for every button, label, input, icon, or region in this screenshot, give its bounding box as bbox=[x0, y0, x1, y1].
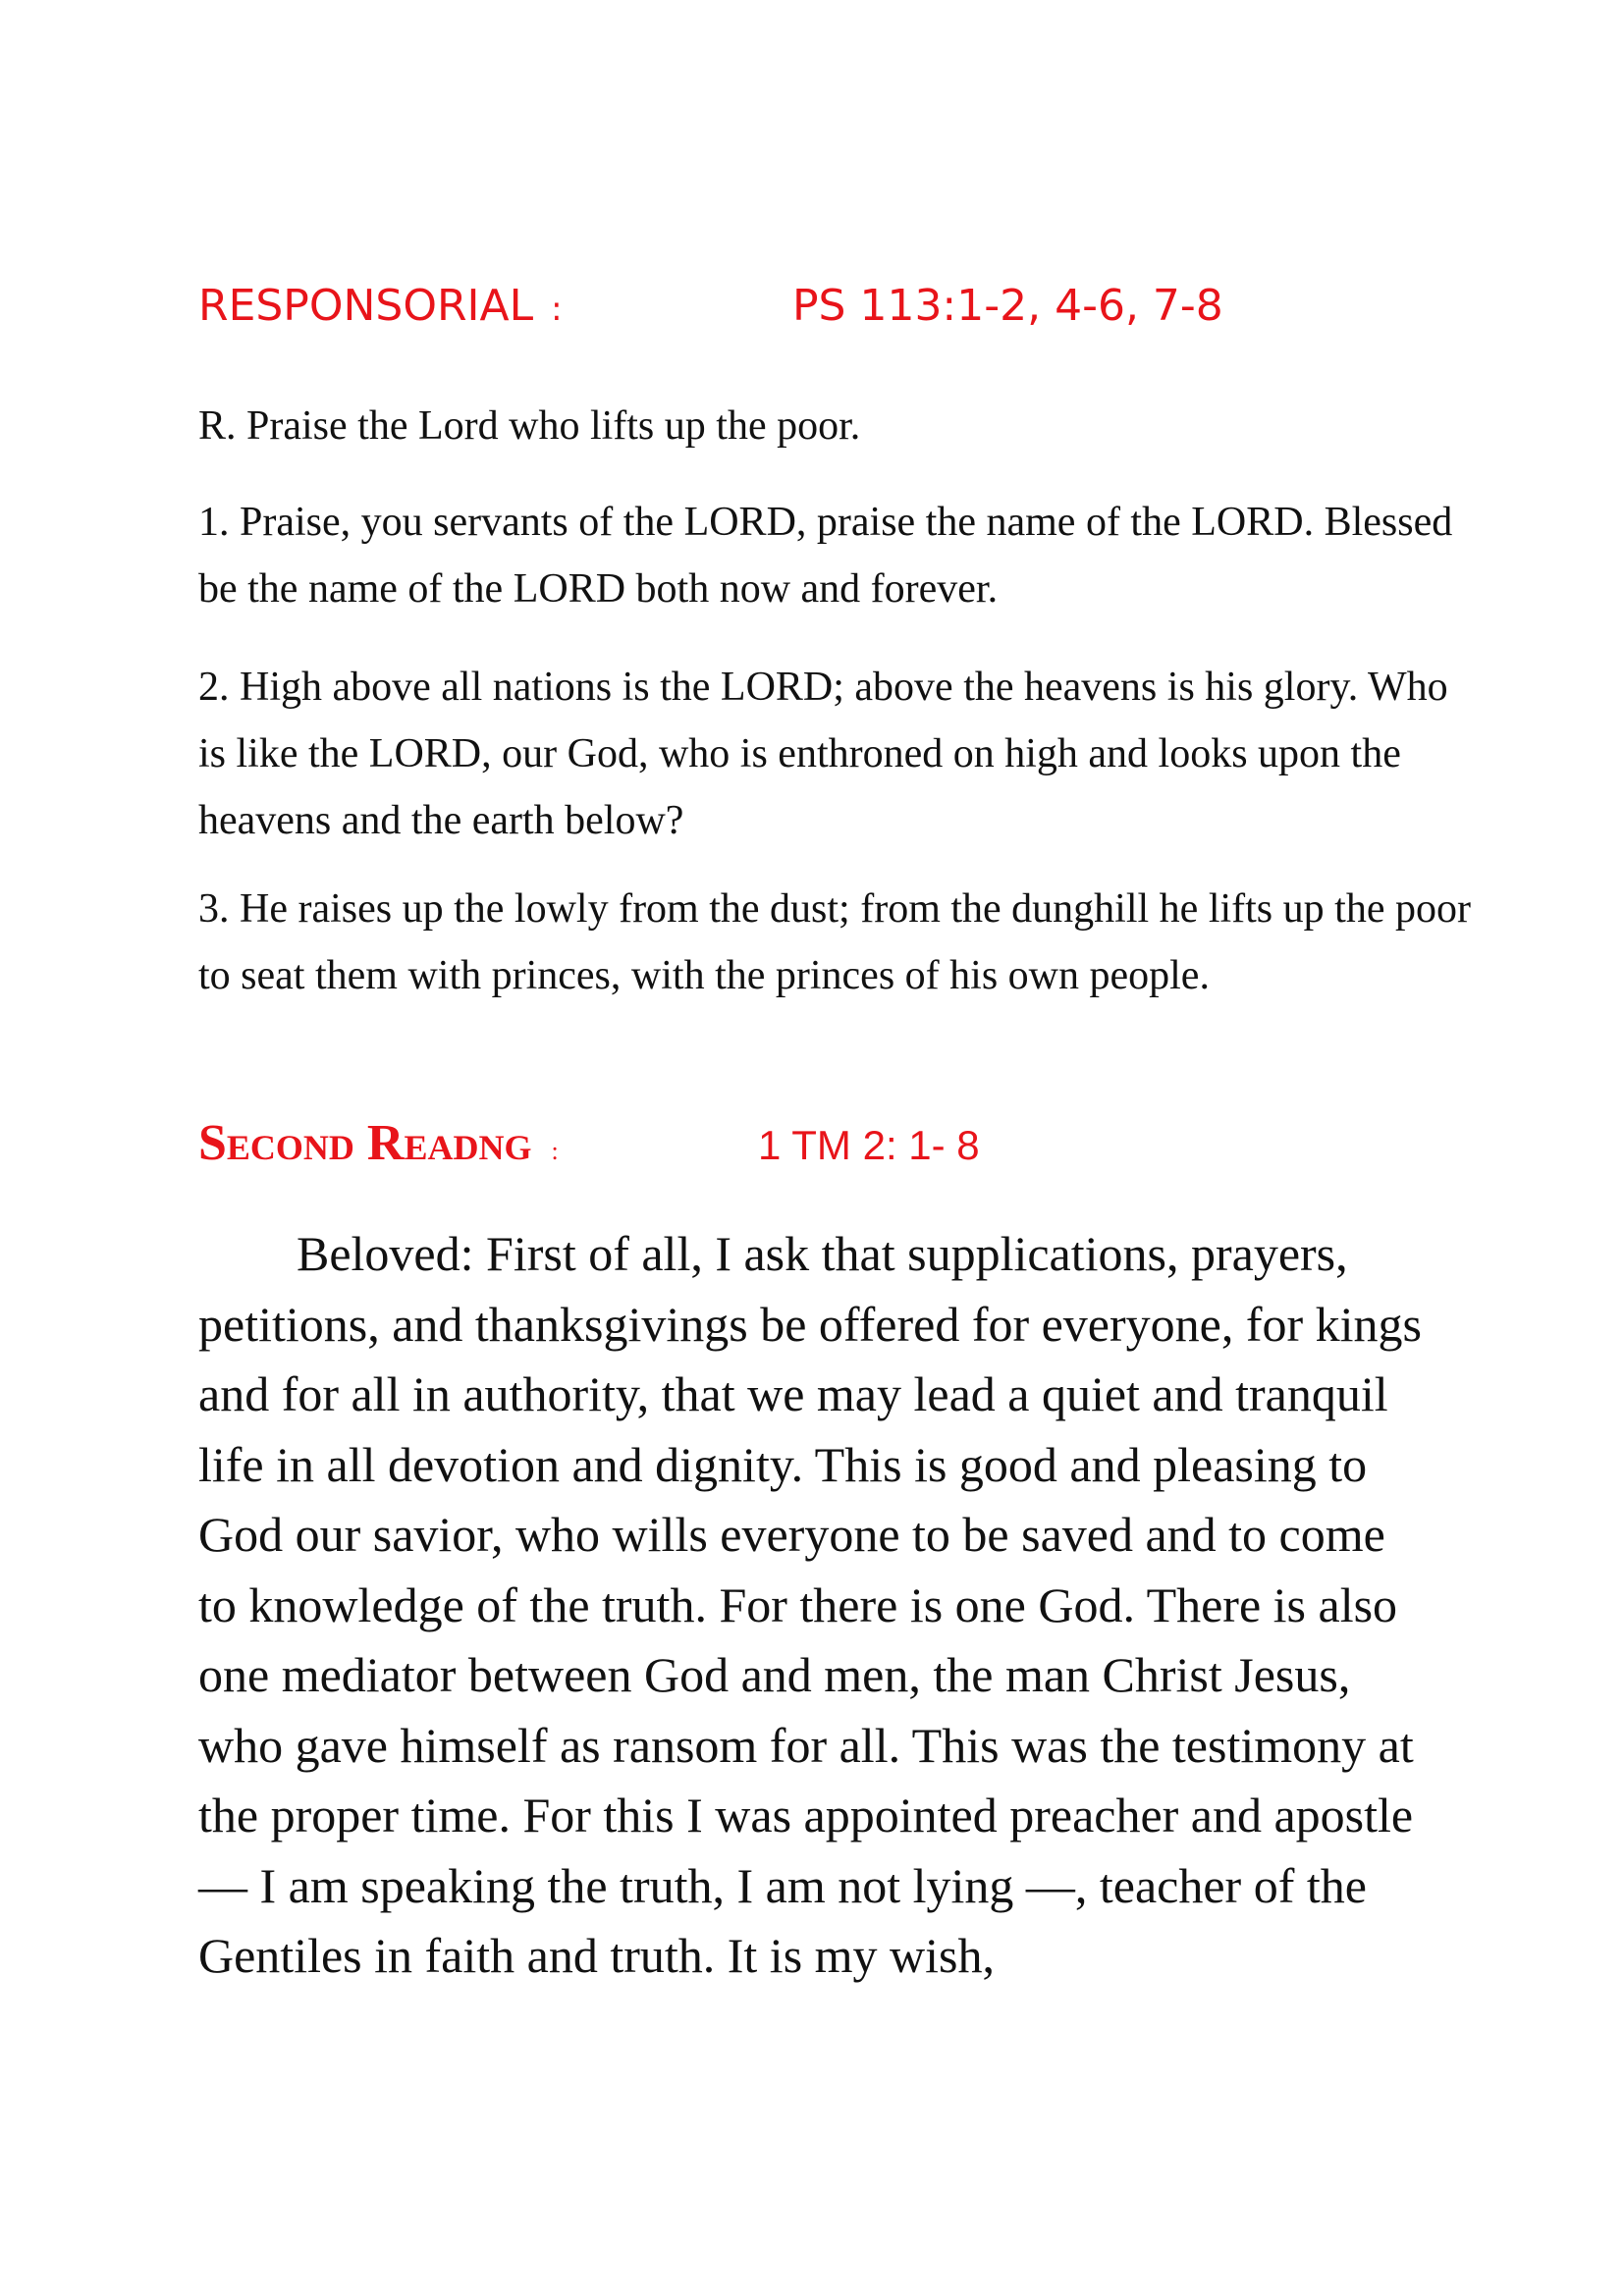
responsorial-colon: : bbox=[551, 290, 563, 329]
second-reading-heading bbox=[198, 1109, 980, 1186]
second-reading-text: Beloved: First of all, I ask that supplications, prayers, petitions, and thanksgivings be offered for everyone, for kings and for all in authority, that we may lead a quiet and tranquil life in all devotion and dignity. This is good and pleasing to God our savior, who wills everyone to be saved and to come to knowledge of the truth. For there is one God. There is also one mediator between God and men, the man Christ Jesus, who gave himself as ransom for all. This was the testimony at the proper time. For this I was appointed preacher and apostle — I am speaking the truth, I am not lying —, teacher of the Gentiles in faith and truth. It is my wish, bbox=[198, 1226, 1422, 1983]
responsorial-heading bbox=[198, 277, 1223, 339]
psalm-verse-3: 3. He raises up the lowly from the dust; from the dunghill he lifts up the poor to seat them with princes, with the princes of his own people. bbox=[198, 886, 1471, 998]
second-reading-colon: : bbox=[551, 1137, 559, 1165]
psalm-refrain: R. Praise the Lord who lifts up the poor. bbox=[198, 403, 861, 449]
second-reading-reference: 1 TM 2: 1- 8 bbox=[758, 1122, 980, 1168]
second-reading-label: Second Readng bbox=[198, 1115, 532, 1171]
psalm-verse-1: 1. Praise, you servants of the LORD, praise the name of the LORD. Blessed be the name of the LORD both now and forever. bbox=[198, 500, 1453, 612]
psalm-verse-2: 2. High above all nations is the LORD; above the heavens is his glory. Who is like the LORD, our God, who is enthroned on high and looks upon the heavens and the earth below? bbox=[198, 665, 1448, 843]
psalm-reference: PS 113:1-2, 4-6, 7-8 bbox=[792, 281, 1223, 331]
responsorial-label: RESPONSORIAL bbox=[198, 281, 534, 331]
